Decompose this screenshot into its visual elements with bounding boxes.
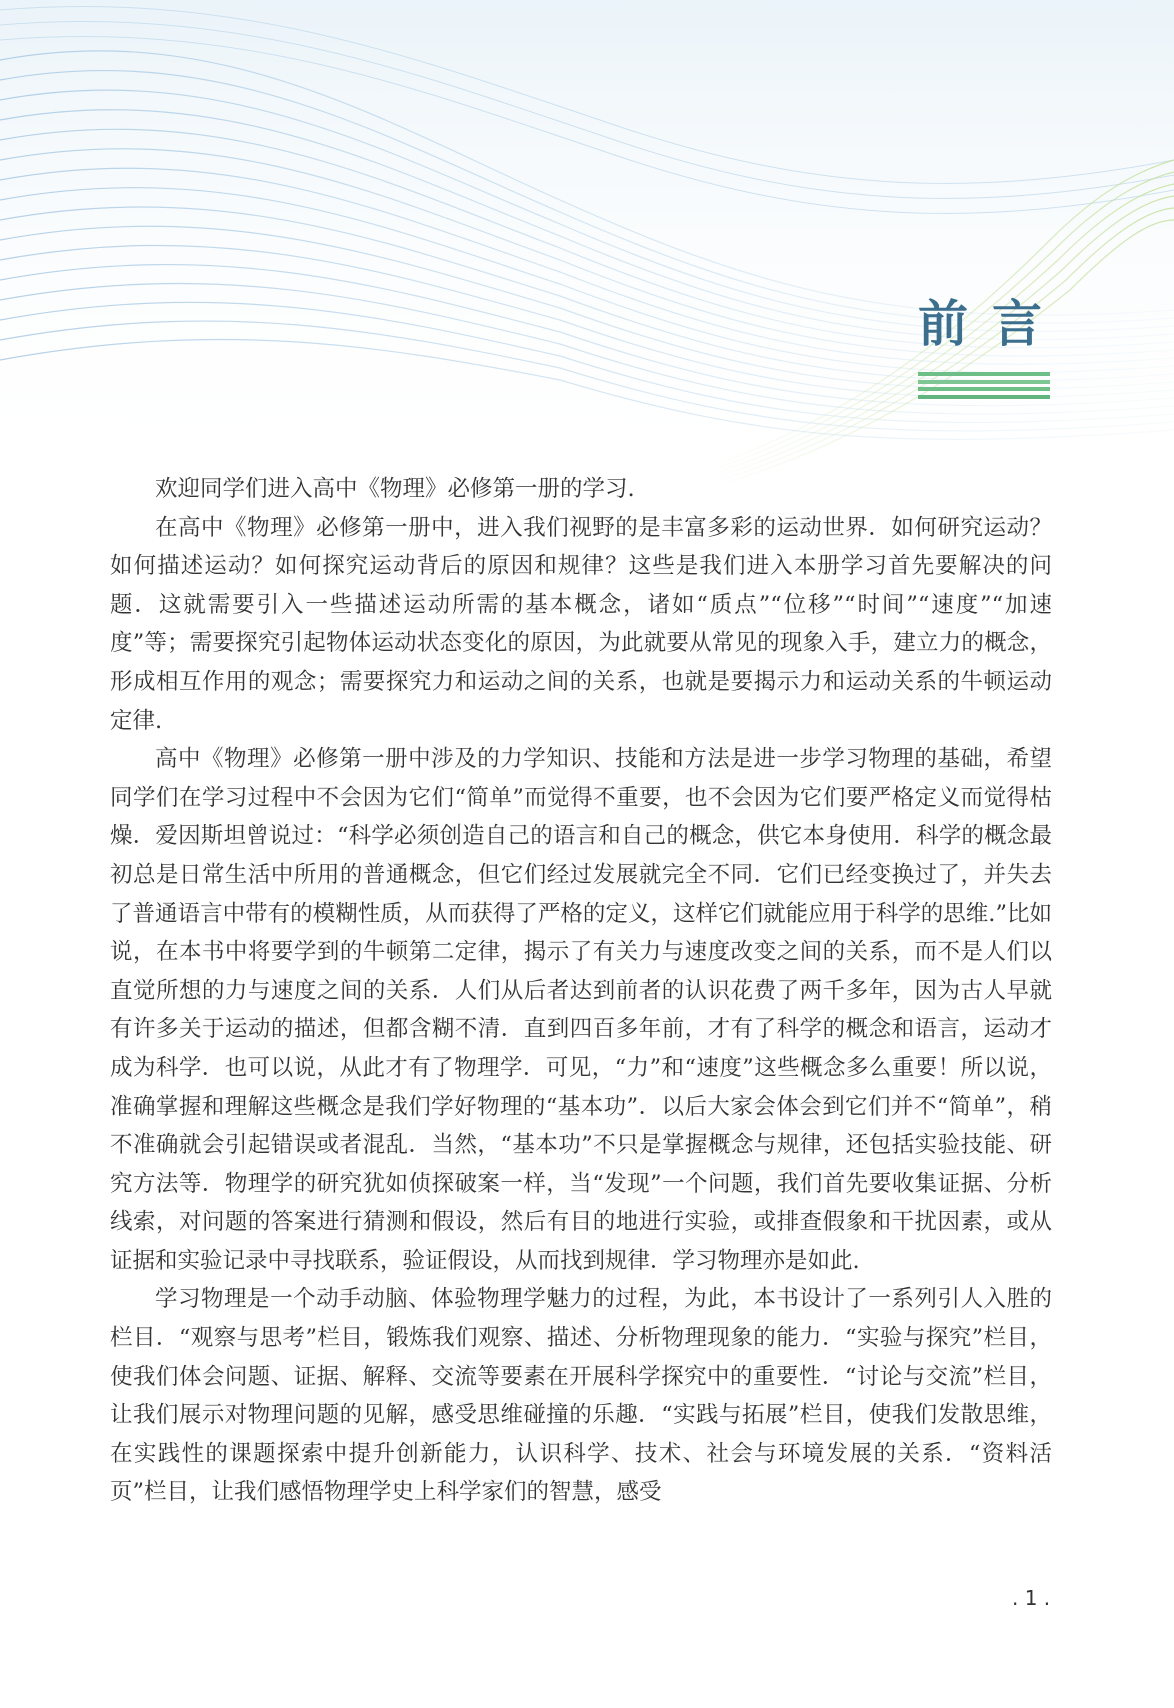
sky-wash [0, 0, 1174, 480]
preface-paragraph: 在高中《物理》必修第一册中，进入我们视野的是丰富多彩的运动世界．如何研究运动？如何描述运动？如何探究运动背后的原因和规律？这些是我们进入本册学习首先要解决的问题．这就需要引入一些描述运动所需的基本概念，诸如“质点”“位移”“时间”“速度”“加速度”等；需要探究引起物体运动状态变化的原因，为此就要从常见的现象入手，建立力的概念，形成相互作用的观念；需要探究力和运动之间的关系，也就是要揭示力和运动关系的牛顿运动定律. [110, 514, 1052, 734]
page-title: 前言 [918, 294, 1066, 353]
title-decoration-bars [918, 372, 1050, 406]
page-number: . 1 . [1012, 1586, 1051, 1610]
preface-paragraph: 学习物理是一个动手动脑、体验物理学魅力的过程，为此，本书设计了一系列引人入胜的栏目．“观察与思考”栏目，锻炼我们观察、描述、分析物理现象的能力．“实验与探究”栏目，使我们体会问题、证据、解释、交流等要素在开展科学探究中的重要性．“讨论与交流”栏目，让我们展示对物理问题的见解，感受思维碰撞的乐趣．“实践与拓展”栏目，使我们发散思维，在实践性的课题探索中提升创新能力，认识科学、技术、社会与环境发展的关系．“资料活页”栏目，让我们感悟物理学史上科学家们的智慧，感受 [110, 1286, 1052, 1506]
decorative-wave-background [0, 0, 1174, 500]
title-bar-line [918, 395, 1050, 399]
title-bar-line [918, 387, 1050, 391]
preface-paragraph: 高中《物理》必修第一册中涉及的力学知识、技能和方法是进一步学习物理的基础，希望同学们在学习过程中不会因为它们“简单”而觉得不重要，也不会因为它们要严格定义而觉得枯燥．爱因斯坦曾说过：“科学必须创造自己的语言和自己的概念，供它本身使用．科学的概念最初总是日常生活中所用的普通概念，但它们经过发展就完全不同．它们已经变换过了，并失去了普通语言中带有的模糊性质，从而获得了严格的定义，这样它们就能应用于科学的思维.”比如说，在本书中将要学到的牛顿第二定律，揭示了有关力与速度改变之间的关系，而不是人们以直觉所想的力与速度之间的关系．人们从后者达到前者的认识花费了两千多年，因为古人早就有许多关于运动的描述，但都含糊不清．直到四百多年前，才有了科学的概念和语言，运动才成为科学．也可以说，从此才有了物理学．可见，“力”和“速度”这些概念多么重要！所以说，准确掌握和理解这些概念是我们学好物理的“基本功”．以后大家会体会到它们并不“简单”，稍不准确就会引起错误或者混乱．当然，“基本功”不只是掌握概念与规律，还包括实验技能、研究方法等．物理学的研究犹如侦探破案一样，当“发现”一个问题，我们首先要收集证据、分析线索，对问题的答案进行猜测和假设，然后有目的地进行实验，或排查假象和干扰因素，或从证据和实验记录中寻找联系，验证假设，从而找到规律．学习物理亦是如此. [110, 746, 1052, 1274]
preface-body [110, 470, 1052, 1512]
preface-paragraph: 欢迎同学们进入高中《物理》必修第一册的学习. [155, 476, 635, 502]
title-bar-line [918, 372, 1050, 376]
title-bar-line [918, 380, 1050, 384]
